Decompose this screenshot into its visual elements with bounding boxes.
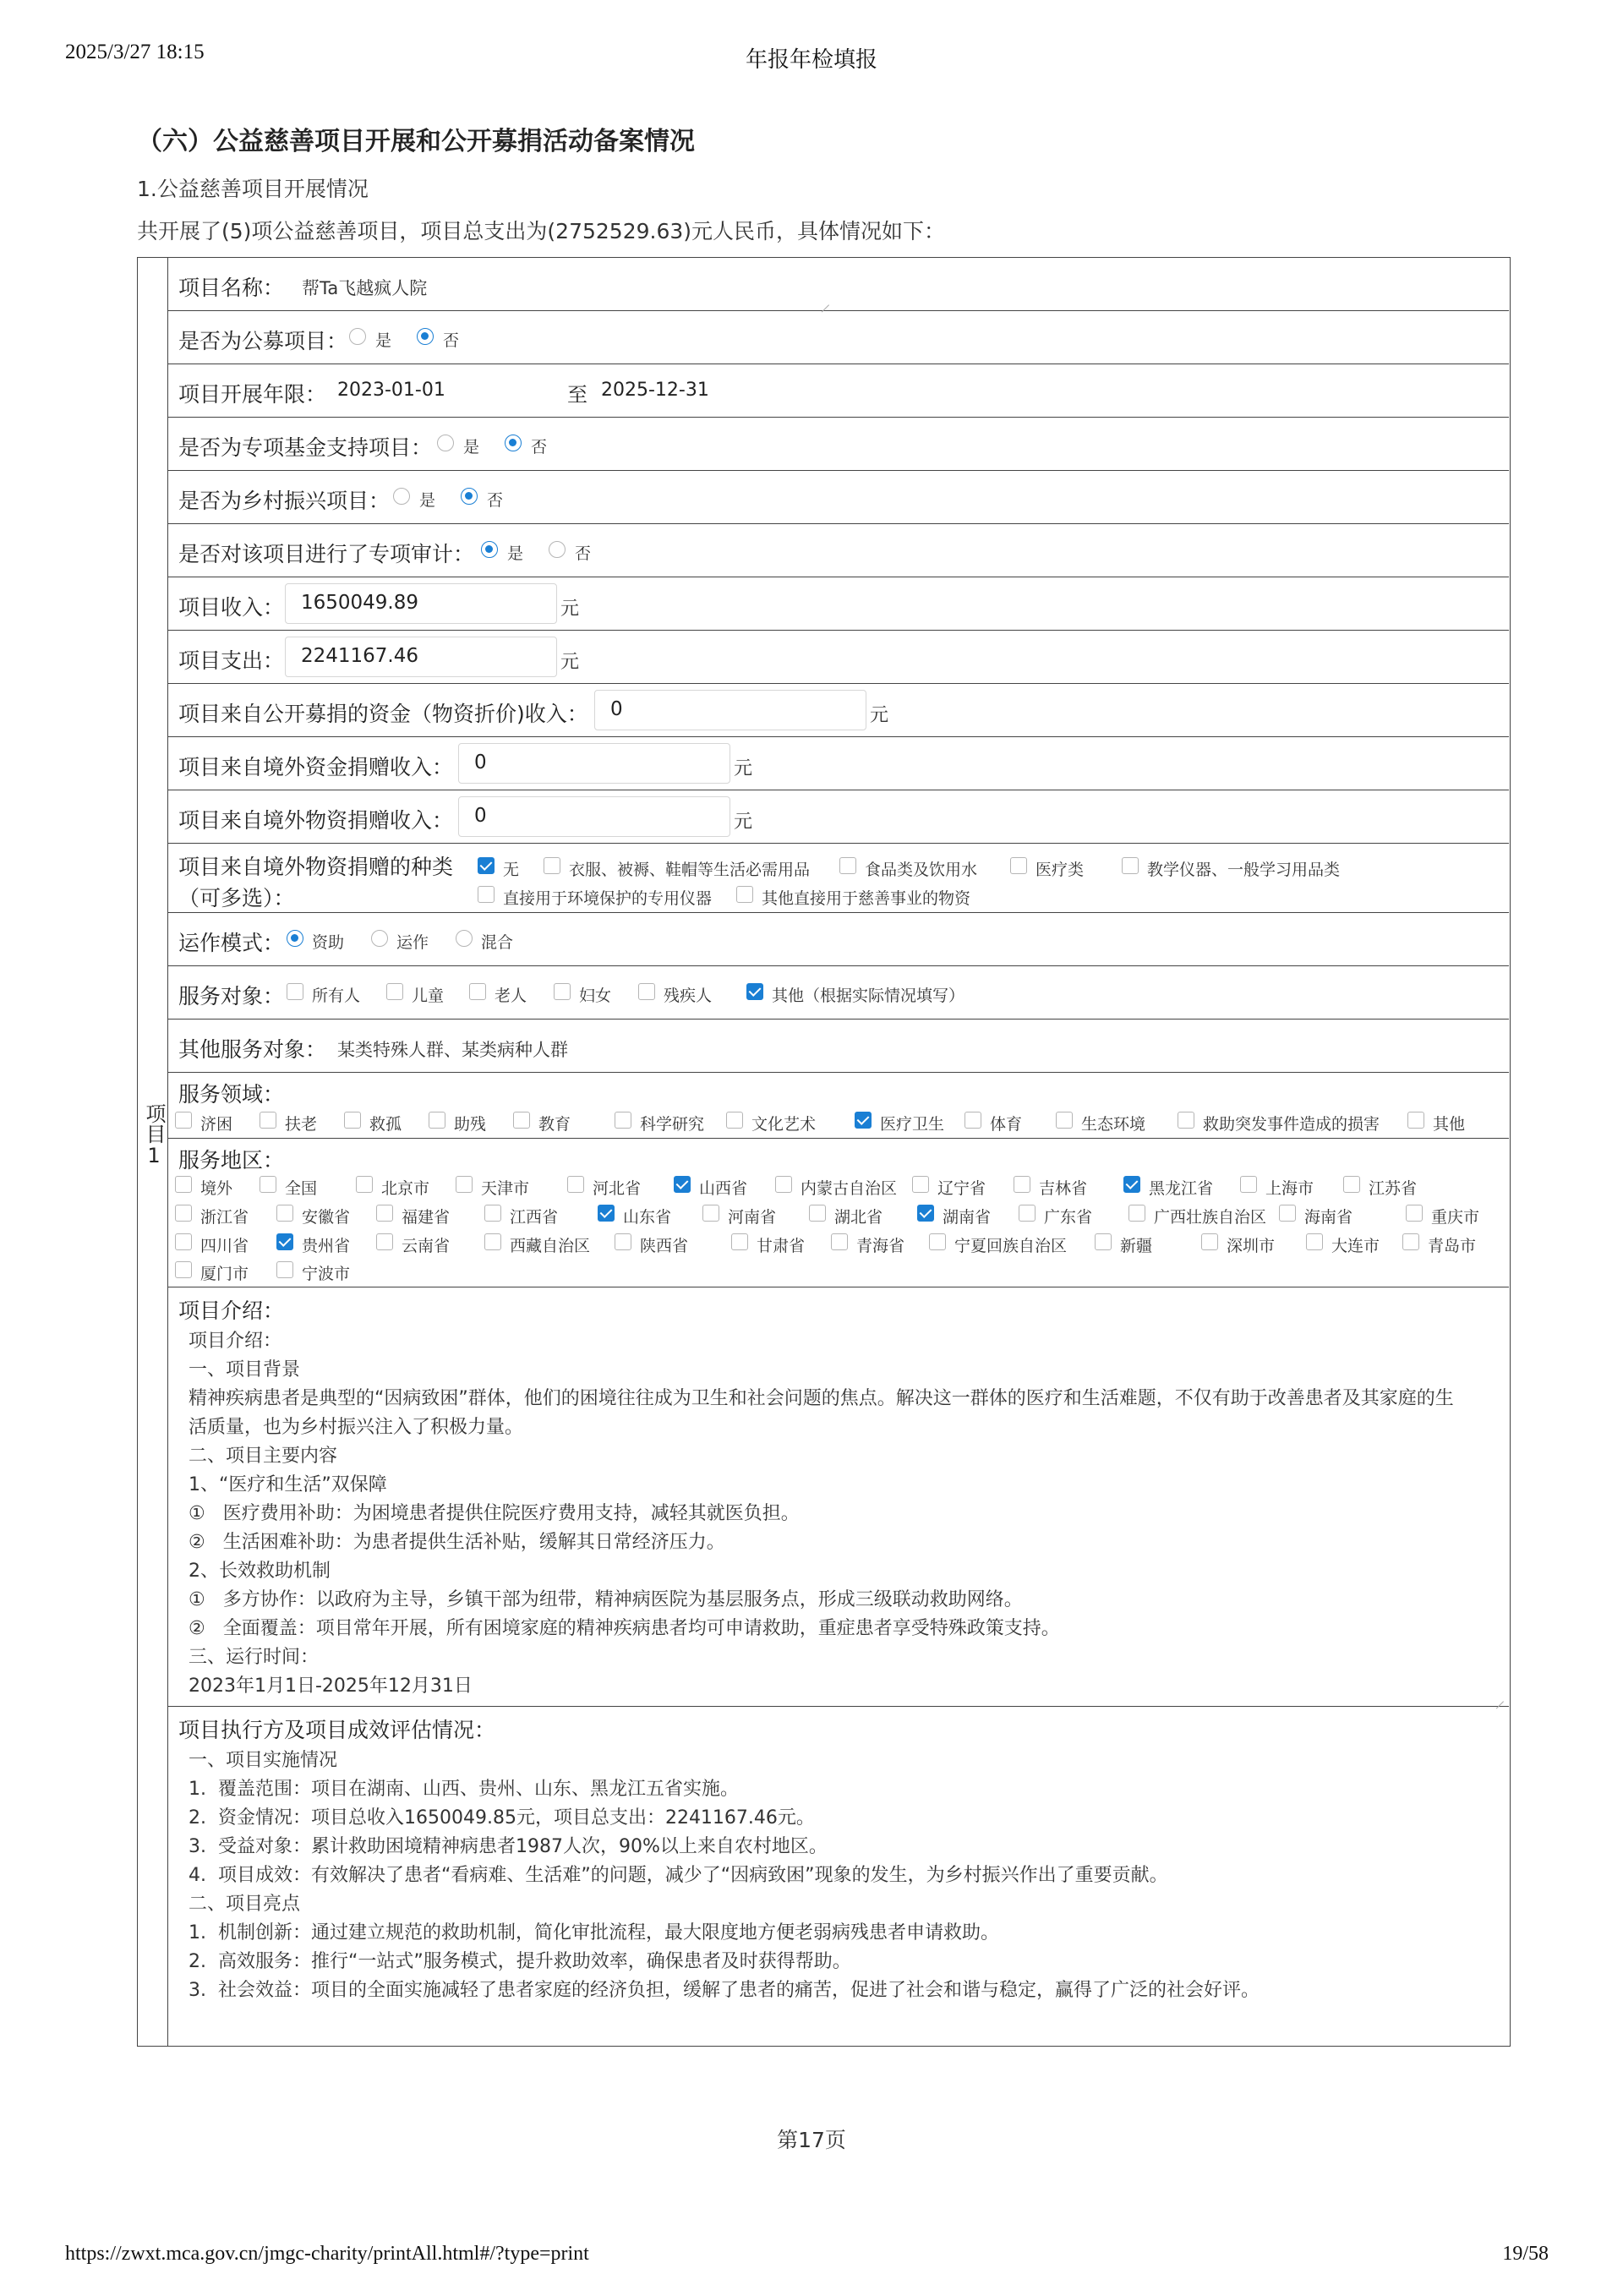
public-income-unit: 元 bbox=[870, 705, 889, 726]
target-option-checkbox[interactable] bbox=[469, 983, 486, 1000]
row-intro bbox=[168, 1287, 1509, 1707]
service-region-option-label: 陕西省 bbox=[640, 1237, 689, 1255]
service-region-label: 服务地区： bbox=[178, 1148, 285, 1173]
period-label: 项目开展年限： bbox=[178, 382, 327, 407]
goods-type-label-line1: 项目来自境外物资捐赠的种类 bbox=[178, 855, 454, 879]
service-region-option-checkbox[interactable] bbox=[175, 1233, 192, 1250]
service-field-option-checkbox[interactable] bbox=[1178, 1112, 1194, 1129]
service-field-option-label: 医疗卫生 bbox=[880, 1115, 945, 1134]
public-fund-no-radio[interactable] bbox=[417, 328, 434, 345]
goods-type-option-label: 其他直接用于慈善事业的物资 bbox=[762, 889, 971, 908]
service-region-option-checkbox[interactable] bbox=[276, 1205, 293, 1222]
service-region-option-label: 河北省 bbox=[593, 1179, 642, 1198]
service-region-option-checkbox[interactable] bbox=[929, 1233, 946, 1250]
resize-handle-icon[interactable] bbox=[1494, 1692, 1504, 1702]
service-region-option-checkbox[interactable] bbox=[775, 1176, 792, 1193]
service-field-option-checkbox[interactable] bbox=[726, 1112, 743, 1129]
foreign-fund-unit: 元 bbox=[734, 758, 753, 779]
special-fund-label: 是否为专项基金支持项目： bbox=[178, 435, 433, 460]
rural-no-radio[interactable] bbox=[461, 488, 478, 505]
audit-yes-radio[interactable] bbox=[481, 541, 498, 558]
row-evaluation bbox=[168, 1707, 1509, 2044]
target-option-checkbox[interactable] bbox=[554, 983, 571, 1000]
audit-no-label: 否 bbox=[575, 544, 592, 563]
service-region-option-label: 厦门市 bbox=[200, 1265, 249, 1283]
row-service-field bbox=[168, 1073, 1509, 1139]
foreign-goods-unit: 元 bbox=[734, 812, 753, 833]
sub-title: 1.公益慈善项目开展情况 bbox=[137, 177, 369, 201]
expense-unit: 元 bbox=[560, 652, 580, 673]
service-region-option-label: 广西壮族自治区 bbox=[1154, 1208, 1267, 1227]
foreign-goods-input[interactable]: 0 bbox=[458, 796, 730, 837]
special-fund-no-label: 否 bbox=[531, 438, 548, 456]
project-label-cell bbox=[138, 258, 168, 2046]
service-field-option-checkbox[interactable] bbox=[175, 1112, 192, 1129]
service-region-option-label: 山西省 bbox=[699, 1179, 748, 1198]
service-region-option-checkbox[interactable] bbox=[175, 1176, 192, 1193]
service-region-option-checkbox[interactable] bbox=[1406, 1205, 1423, 1222]
service-region-option-label: 江苏省 bbox=[1369, 1179, 1418, 1198]
service-field-option-checkbox[interactable] bbox=[965, 1112, 981, 1129]
goods-type-option-label: 直接用于环境保护的专用仪器 bbox=[503, 889, 713, 908]
special-fund-yes-label: 是 bbox=[463, 438, 480, 456]
mode-label: 运作模式： bbox=[178, 931, 285, 955]
goods-type-option-label: 衣服、被褥、鞋帽等生活必需用品 bbox=[569, 861, 811, 879]
service-field-option-checkbox[interactable] bbox=[513, 1112, 530, 1129]
service-field-option-label: 救孤 bbox=[369, 1115, 402, 1134]
row-project-name bbox=[168, 258, 1509, 311]
target-option-checkbox[interactable] bbox=[746, 983, 763, 1000]
service-region-option-checkbox[interactable] bbox=[1306, 1233, 1323, 1250]
service-field-option-label: 助残 bbox=[454, 1115, 487, 1134]
target-option-label: 所有人 bbox=[312, 987, 361, 1005]
project-label: 项目1 bbox=[142, 1103, 166, 1167]
mode-option-label: 混合 bbox=[481, 933, 514, 952]
row-special-fund bbox=[168, 418, 1509, 471]
expense-label: 项目支出： bbox=[178, 648, 285, 673]
mode-option-label: 运作 bbox=[396, 933, 429, 952]
evaluation-textarea[interactable]: 一、项目实施情况 1. 覆盖范围：项目在湖南、山西、贵州、山东、黑龙江五省实施。 2. 资金情况：项目总收入1650049.85元，项目总支出：2241167.46元。 3. 受益对象：累计救助困境精神病患者1987人次，90%以上来自农村地区。 4. 项目成效：有效解决了患者“看病难、生活难”的问题，减少了“因病致困”现象的发生，为乡村振兴作出了重要贡献。 二、项目亮点 1. 机制创新：通过建立规范的救助机制，简化审批流程，最大限度地方便老弱病残患者申请救助。 2. 高效服务：推行“一站式”服务模式，提升救助效率，确保患者及时获得帮助。 3. 社会效益：项目的全面实施减轻了患者家庭的经济负担，缓解了患者的痛苦，促进了社会和谐与稳定，赢得了广泛的社会好评。 bbox=[189, 1750, 1260, 2001]
service-region-option-label: 辽宁省 bbox=[937, 1179, 986, 1198]
service-region-option-checkbox[interactable] bbox=[831, 1233, 848, 1250]
service-region-option-checkbox[interactable] bbox=[1402, 1233, 1419, 1250]
target-option-label: 儿童 bbox=[412, 987, 445, 1005]
income-input[interactable]: 1650049.89 bbox=[285, 583, 557, 624]
service-region-option-label: 北京市 bbox=[381, 1179, 430, 1198]
print-title: 年报年检填报 bbox=[745, 47, 877, 73]
service-region-option-label: 山东省 bbox=[623, 1208, 672, 1227]
service-field-option-checkbox[interactable] bbox=[344, 1112, 361, 1129]
goods-type-option-checkbox[interactable] bbox=[1010, 857, 1027, 874]
print-header bbox=[0, 41, 1623, 71]
goods-type-label-line2: （可多选）： bbox=[178, 886, 295, 910]
service-field-option-label: 教育 bbox=[538, 1115, 571, 1134]
service-region-option-label: 上海市 bbox=[1265, 1179, 1314, 1198]
service-region-option-label: 湖南省 bbox=[943, 1208, 992, 1227]
goods-type-option-checkbox[interactable] bbox=[839, 857, 856, 874]
service-region-option-checkbox[interactable] bbox=[1279, 1205, 1296, 1222]
service-region-option-checkbox[interactable] bbox=[276, 1261, 293, 1278]
service-region-option-label: 福建省 bbox=[402, 1208, 451, 1227]
special-fund-no-radio[interactable] bbox=[505, 435, 522, 451]
other-target-value[interactable]: 某类特殊人群、某类病种人群 bbox=[337, 1040, 568, 1060]
service-region-option-checkbox[interactable] bbox=[276, 1233, 293, 1250]
row-target bbox=[168, 966, 1509, 1020]
mode-option-radio[interactable] bbox=[287, 930, 303, 947]
goods-type-option-checkbox[interactable] bbox=[544, 857, 560, 874]
audit-yes-label: 是 bbox=[507, 544, 524, 563]
service-region-option-checkbox[interactable] bbox=[1014, 1176, 1030, 1193]
service-region-option-checkbox[interactable] bbox=[260, 1176, 276, 1193]
service-region-option-label: 湖北省 bbox=[834, 1208, 883, 1227]
service-field-option-label: 扶老 bbox=[285, 1115, 318, 1134]
goods-type-option-label: 无 bbox=[503, 861, 520, 879]
audit-label: 是否对该项目进行了专项审计： bbox=[178, 542, 475, 566]
service-region-option-label: 贵州省 bbox=[302, 1237, 351, 1255]
row-service-region bbox=[168, 1139, 1509, 1287]
service-region-option-checkbox[interactable] bbox=[567, 1176, 584, 1193]
service-region-option-checkbox[interactable] bbox=[356, 1176, 373, 1193]
service-field-option-checkbox[interactable] bbox=[1056, 1112, 1073, 1129]
public-income-label: 项目来自公开募捐的资金（物资折价)收入： bbox=[178, 702, 588, 726]
service-field-option-label: 文化艺术 bbox=[751, 1115, 817, 1134]
service-field-option-checkbox[interactable] bbox=[260, 1112, 276, 1129]
public-fund-no-label: 否 bbox=[443, 331, 460, 350]
target-label: 服务对象： bbox=[178, 984, 285, 1009]
foreign-fund-input[interactable]: 0 bbox=[458, 743, 730, 784]
page-number: 第17页 bbox=[777, 2128, 846, 2152]
intro-label: 项目介绍： bbox=[178, 1298, 285, 1323]
service-region-option-checkbox[interactable] bbox=[175, 1205, 192, 1222]
service-region-option-label: 新疆 bbox=[1120, 1237, 1153, 1255]
service-region-option-label: 安徽省 bbox=[302, 1208, 351, 1227]
print-timestamp: 2025/3/27 18:15 bbox=[65, 41, 205, 63]
row-other-target bbox=[168, 1020, 1509, 1073]
target-option-checkbox[interactable] bbox=[287, 983, 303, 1000]
service-region-option-label: 云南省 bbox=[402, 1237, 451, 1255]
service-region-option-checkbox[interactable] bbox=[809, 1205, 826, 1222]
service-region-option-label: 浙江省 bbox=[200, 1208, 249, 1227]
service-region-option-label: 青岛市 bbox=[1428, 1237, 1477, 1255]
target-option-label: 老人 bbox=[495, 987, 527, 1005]
print-page-count: 19/58 bbox=[1502, 2243, 1549, 2265]
goods-type-option-checkbox[interactable] bbox=[478, 857, 495, 874]
period-to-label: 至 bbox=[567, 383, 587, 407]
row-audit bbox=[168, 524, 1509, 577]
service-region-option-checkbox[interactable] bbox=[912, 1176, 929, 1193]
service-region-option-label: 宁夏回族自治区 bbox=[954, 1237, 1068, 1255]
service-region-option-label: 吉林省 bbox=[1039, 1179, 1088, 1198]
service-field-option-checkbox[interactable] bbox=[429, 1112, 445, 1129]
expense-input[interactable]: 2241167.46 bbox=[285, 637, 557, 677]
service-region-option-checkbox[interactable] bbox=[1201, 1233, 1218, 1250]
target-option-label: 残疾人 bbox=[664, 987, 713, 1005]
project-table bbox=[137, 257, 1511, 2047]
service-field-option-label: 科学研究 bbox=[640, 1115, 705, 1134]
intro-textarea[interactable]: 项目介绍： 一、项目背景 精神疾病患者是典型的“因病致困”群体，他们的困境往往成为卫生和社会问题的焦点。解决这一群体的医疗和生活难题，不仅有助于改善患者及其家庭的生 活质量，也为乡村振兴注入了积极力量。 二、项目主要内容 1、“医疗和生活”双保障 ① 医疗费用补助：为困境患者提供住院医疗费用支持，减轻其就医负担。 ② 生活困难补助：为患者提供生活补贴，缓解其日常经济压力。 2、长效救助机制 ① 多方协作：以政府为主导，乡镇干部为纽带，精神病医院为基层服务点，形成三级联动救助网络。 ② 全面覆盖：项目常年开展，所有困境家庭的精神疾病患者均可申请救助，重症患者享受特殊政策支持。 三、运行时间： 2023年1月1日-2025年12月31日 bbox=[189, 1331, 1454, 1697]
period-start-input[interactable]: 2023-01-01 bbox=[337, 380, 445, 401]
row-mode bbox=[168, 913, 1509, 966]
service-field-option-checkbox[interactable] bbox=[1407, 1112, 1424, 1129]
public-fund-label: 是否为公募项目： bbox=[178, 329, 348, 353]
goods-type-option-label: 医疗类 bbox=[1036, 861, 1085, 879]
rural-label: 是否为乡村振兴项目： bbox=[178, 489, 391, 513]
period-end-input[interactable]: 2025-12-31 bbox=[601, 380, 709, 401]
service-region-option-label: 重庆市 bbox=[1431, 1208, 1480, 1227]
service-region-option-checkbox[interactable] bbox=[376, 1205, 393, 1222]
target-option-checkbox[interactable] bbox=[638, 983, 655, 1000]
project-name-value[interactable]: 帮Ta飞越疯人院 bbox=[302, 278, 428, 298]
row-rural bbox=[168, 471, 1509, 524]
row-foreign-goods bbox=[168, 790, 1509, 844]
goods-type-option-checkbox[interactable] bbox=[1122, 857, 1139, 874]
service-region-option-label: 宁波市 bbox=[302, 1265, 351, 1283]
public-fund-yes-radio[interactable] bbox=[349, 328, 366, 345]
evaluation-label: 项目执行方及项目成效评估情况： bbox=[178, 1718, 496, 1742]
service-region-option-checkbox[interactable] bbox=[1095, 1233, 1112, 1250]
section-title: （六）公益慈善项目开展和公开募捐活动备案情况 bbox=[137, 127, 695, 156]
service-region-option-checkbox[interactable] bbox=[1019, 1205, 1036, 1222]
row-income bbox=[168, 577, 1509, 631]
service-field-option-checkbox[interactable] bbox=[615, 1112, 631, 1129]
service-field-option-label: 其他 bbox=[1433, 1115, 1466, 1134]
public-fund-yes-label: 是 bbox=[375, 331, 392, 350]
row-expense bbox=[168, 631, 1509, 684]
service-region-option-checkbox[interactable] bbox=[484, 1205, 501, 1222]
foreign-fund-label: 项目来自境外资金捐赠收入： bbox=[178, 755, 454, 779]
service-region-option-label: 河南省 bbox=[728, 1208, 777, 1227]
row-public-income bbox=[168, 684, 1509, 737]
project-rows bbox=[168, 258, 1509, 2044]
goods-type-option-label: 食品类及饮用水 bbox=[865, 861, 978, 879]
service-region-option-label: 境外 bbox=[200, 1179, 233, 1198]
goods-type-option-checkbox[interactable] bbox=[736, 886, 753, 903]
row-public-fund bbox=[168, 311, 1509, 364]
service-field-option-label: 济困 bbox=[200, 1115, 233, 1134]
service-region-option-checkbox[interactable] bbox=[1240, 1176, 1257, 1193]
target-option-checkbox[interactable] bbox=[386, 983, 403, 1000]
service-region-option-label: 黑龙江省 bbox=[1149, 1179, 1214, 1198]
service-field-option-label: 生态环境 bbox=[1081, 1115, 1146, 1134]
service-region-option-checkbox[interactable] bbox=[1128, 1205, 1145, 1222]
service-region-option-checkbox[interactable] bbox=[376, 1233, 393, 1250]
mode-option-radio[interactable] bbox=[371, 930, 388, 947]
service-field-option-label: 救助突发事件造成的损害 bbox=[1203, 1115, 1380, 1134]
goods-type-option-label: 教学仪器、一般学习用品类 bbox=[1147, 861, 1341, 879]
target-option-label: 其他（根据实际情况填写） bbox=[772, 987, 965, 1005]
rural-no-label: 否 bbox=[487, 491, 504, 510]
rural-yes-radio[interactable] bbox=[393, 488, 410, 505]
service-region-option-checkbox[interactable] bbox=[702, 1205, 719, 1222]
row-foreign-fund bbox=[168, 737, 1509, 790]
foreign-goods-label: 项目来自境外物资捐赠收入： bbox=[178, 808, 454, 833]
service-field-option-label: 体育 bbox=[990, 1115, 1023, 1134]
mode-option-label: 资助 bbox=[312, 933, 345, 952]
service-region-option-checkbox[interactable] bbox=[674, 1176, 691, 1193]
resize-handle-icon[interactable] bbox=[819, 295, 829, 305]
row-goods-type bbox=[168, 844, 1509, 913]
mode-option-radio[interactable] bbox=[456, 930, 473, 947]
income-label: 项目收入： bbox=[178, 595, 285, 620]
row-period bbox=[168, 364, 1509, 418]
service-region-option-label: 海南省 bbox=[1304, 1208, 1353, 1227]
service-region-option-label: 全国 bbox=[285, 1179, 318, 1198]
service-region-option-checkbox[interactable] bbox=[1123, 1176, 1140, 1193]
service-region-option-label: 广东省 bbox=[1044, 1208, 1093, 1227]
service-region-option-label: 西藏自治区 bbox=[510, 1237, 591, 1255]
service-region-option-checkbox[interactable] bbox=[598, 1205, 615, 1222]
service-region-option-label: 江西省 bbox=[510, 1208, 559, 1227]
service-region-option-checkbox[interactable] bbox=[484, 1233, 501, 1250]
special-fund-yes-radio[interactable] bbox=[437, 435, 454, 451]
service-region-option-checkbox[interactable] bbox=[456, 1176, 473, 1193]
service-region-option-label: 深圳市 bbox=[1227, 1237, 1276, 1255]
service-region-option-checkbox[interactable] bbox=[917, 1205, 934, 1222]
service-region-option-label: 内蒙古自治区 bbox=[801, 1179, 898, 1198]
audit-no-radio[interactable] bbox=[549, 541, 566, 558]
public-income-input[interactable]: 0 bbox=[594, 690, 866, 730]
summary-text: 共开展了(5)项公益慈善项目，项目总支出为(2752529.63)元人民币，具体情况如下： bbox=[137, 219, 946, 243]
service-region-option-label: 大连市 bbox=[1331, 1237, 1380, 1255]
print-url: https://zwxt.mca.gov.cn/jmgc-charity/printAll.html#/?type=print bbox=[65, 2243, 589, 2265]
income-unit: 元 bbox=[560, 599, 580, 620]
service-region-option-checkbox[interactable] bbox=[615, 1233, 631, 1250]
service-region-option-label: 四川省 bbox=[200, 1237, 249, 1255]
service-region-option-label: 天津市 bbox=[481, 1179, 530, 1198]
service-region-option-checkbox[interactable] bbox=[175, 1261, 192, 1278]
service-field-label: 服务领域： bbox=[178, 1082, 285, 1107]
other-target-label: 其他服务对象： bbox=[178, 1037, 327, 1062]
service-region-option-checkbox[interactable] bbox=[1343, 1176, 1360, 1193]
target-option-label: 妇女 bbox=[579, 987, 612, 1005]
service-field-option-checkbox[interactable] bbox=[855, 1112, 872, 1129]
service-region-option-label: 青海省 bbox=[856, 1237, 905, 1255]
rural-yes-label: 是 bbox=[419, 491, 436, 510]
service-region-option-checkbox[interactable] bbox=[731, 1233, 748, 1250]
project-name-label: 项目名称： bbox=[178, 276, 285, 300]
service-region-option-label: 甘肃省 bbox=[757, 1237, 806, 1255]
goods-type-option-checkbox[interactable] bbox=[478, 886, 495, 903]
